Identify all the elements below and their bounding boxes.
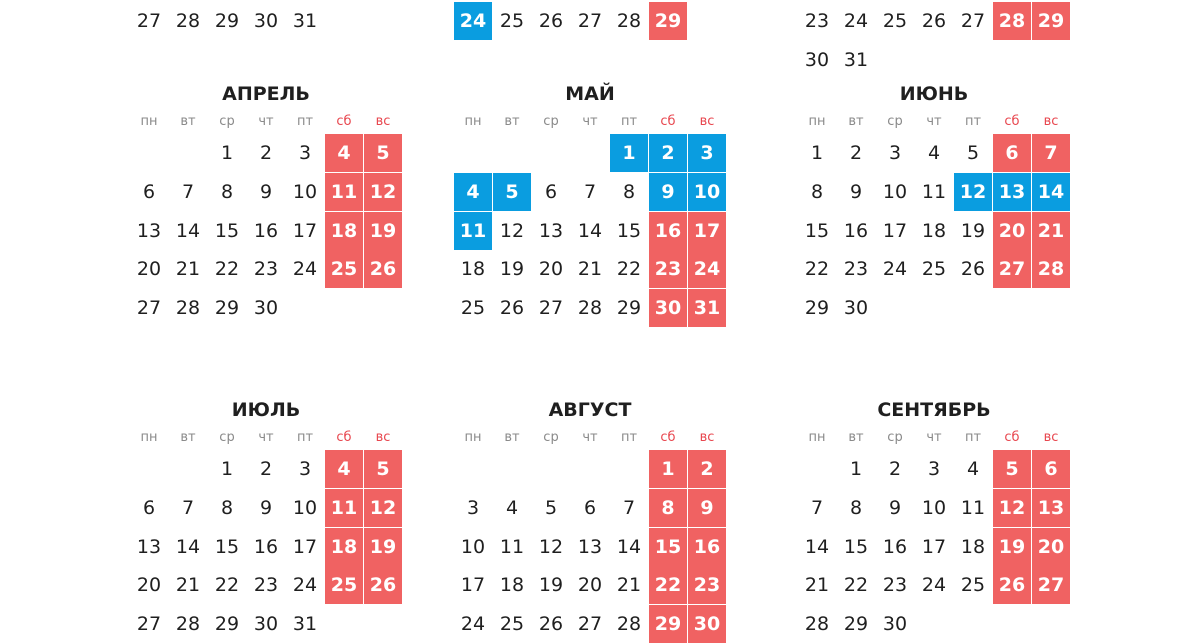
day-cell: 29 (649, 2, 687, 40)
day-cell: 21 (804, 574, 830, 597)
day-cell: 15 (804, 219, 830, 242)
day-cell: 17 (460, 574, 486, 597)
day-cell: 9 (849, 180, 863, 203)
day-cell: 27 (577, 10, 603, 32)
day-cell: 14 (804, 535, 830, 558)
month-title: СЕНТЯБРЬ (877, 399, 991, 421)
weekday-header: вс (699, 430, 715, 445)
day-cell: 2 (259, 458, 273, 480)
day-cell: 8 (810, 180, 824, 203)
day-cell: 1 (220, 458, 234, 480)
day-cell: 26 (499, 297, 525, 320)
day-cell: 4 (966, 458, 980, 480)
weekday-header: чт (258, 430, 274, 445)
day-cell: 18 (921, 219, 947, 242)
day-cell: 14 (1032, 173, 1070, 211)
day-cell: 24 (460, 613, 486, 636)
day-cell: 14 (175, 219, 201, 242)
day-cell: 28 (175, 297, 201, 320)
day-cell: 21 (616, 574, 642, 597)
day-cell: 29 (1032, 2, 1070, 40)
month-title: ИЮЛЬ (231, 399, 301, 421)
weekday-header: ср (887, 114, 903, 129)
day-cell: 29 (804, 297, 830, 320)
day-cell: 3 (466, 496, 480, 519)
day-cell: 10 (460, 535, 486, 558)
weekday-header: вт (180, 430, 196, 445)
day-cell: 5 (364, 134, 402, 172)
day-cell: 24 (292, 574, 318, 597)
day-cell: 9 (688, 489, 726, 527)
day-cell: 24 (843, 10, 869, 32)
weekday-header: пт (296, 114, 314, 129)
weekday-header: вт (504, 114, 520, 129)
day-cell: 3 (888, 142, 902, 164)
day-cell: 30 (688, 605, 726, 643)
weekday-header: пн (140, 430, 158, 445)
day-cell: 26 (960, 258, 986, 281)
day-cell: 17 (292, 535, 318, 558)
weekday-header: вт (504, 430, 520, 445)
day-cell: 17 (882, 219, 908, 242)
month-title: ИЮНЬ (899, 83, 969, 105)
day-cell: 22 (214, 258, 240, 281)
day-cell: 2 (259, 142, 273, 164)
weekday-header: сб (336, 430, 352, 445)
day-cell: 29 (843, 613, 869, 636)
weekday-header: ср (887, 430, 903, 445)
day-cell: 26 (364, 250, 402, 288)
day-cell: 1 (220, 142, 234, 164)
day-cell: 8 (849, 496, 863, 519)
day-cell: 5 (993, 450, 1031, 488)
day-cell: 16 (253, 535, 279, 558)
day-cell: 9 (259, 496, 273, 519)
day-cell: 18 (325, 528, 363, 566)
day-cell: 4 (325, 450, 363, 488)
day-cell: 24 (688, 250, 726, 288)
day-cell: 2 (688, 450, 726, 488)
day-cell: 14 (175, 535, 201, 558)
day-cell: 10 (292, 180, 318, 203)
day-cell: 8 (622, 180, 636, 203)
day-cell: 21 (175, 258, 201, 281)
day-cell: 28 (616, 10, 642, 32)
day-cell: 25 (921, 258, 947, 281)
day-cell: 31 (843, 48, 869, 71)
day-cell: 30 (253, 297, 279, 320)
day-cell: 28 (804, 613, 830, 636)
day-cell: 7 (810, 496, 824, 519)
day-cell: 7 (622, 496, 636, 519)
day-cell: 19 (993, 528, 1031, 566)
day-cell: 20 (136, 258, 162, 281)
day-cell: 20 (993, 212, 1031, 250)
day-cell: 1 (649, 450, 687, 488)
day-cell: 29 (616, 297, 642, 320)
day-cell: 6 (583, 496, 597, 519)
weekday-header: вс (375, 430, 391, 445)
day-cell: 30 (253, 10, 279, 32)
day-cell: 26 (364, 566, 402, 604)
day-cell: 15 (616, 219, 642, 242)
day-cell: 15 (843, 535, 869, 558)
weekday-header: пн (464, 430, 482, 445)
day-cell: 28 (1032, 250, 1070, 288)
day-cell: 2 (888, 458, 902, 480)
weekday-header: пн (808, 114, 826, 129)
day-cell: 13 (136, 219, 162, 242)
day-cell: 5 (966, 142, 980, 164)
day-cell: 6 (544, 180, 558, 203)
day-cell: 30 (882, 613, 908, 636)
day-cell: 3 (298, 142, 312, 164)
day-cell: 27 (136, 297, 162, 320)
weekday-header: пн (464, 114, 482, 129)
day-cell: 7 (1032, 134, 1070, 172)
day-cell: 6 (1032, 450, 1070, 488)
day-cell: 26 (538, 10, 564, 32)
day-cell: 16 (253, 219, 279, 242)
day-cell: 12 (954, 173, 992, 211)
weekday-header: пн (140, 114, 158, 129)
day-cell: 12 (499, 219, 525, 242)
day-cell: 30 (804, 48, 830, 71)
day-cell: 24 (882, 258, 908, 281)
weekday-header: пт (964, 430, 982, 445)
day-cell: 12 (993, 489, 1031, 527)
day-cell: 25 (882, 10, 908, 32)
day-cell: 11 (921, 180, 947, 203)
weekday-header: вс (1043, 430, 1059, 445)
weekday-header: сб (336, 114, 352, 129)
day-cell: 31 (688, 289, 726, 327)
day-cell: 19 (499, 258, 525, 281)
weekday-header: чт (582, 114, 598, 129)
month-title: АПРЕЛЬ (222, 83, 310, 105)
day-cell: 6 (142, 496, 156, 519)
day-cell: 31 (292, 10, 318, 32)
day-cell: 4 (454, 173, 492, 211)
weekday-header: вс (699, 114, 715, 129)
day-cell: 25 (325, 250, 363, 288)
weekday-header: ср (219, 430, 235, 445)
day-cell: 1 (810, 142, 824, 164)
day-cell: 10 (921, 496, 947, 519)
weekday-header: пт (296, 430, 314, 445)
day-cell: 9 (259, 180, 273, 203)
day-cell: 27 (136, 613, 162, 636)
day-cell: 16 (649, 212, 687, 250)
weekday-header: сб (1004, 114, 1020, 129)
weekday-header: ср (219, 114, 235, 129)
day-cell: 7 (583, 180, 597, 203)
day-cell: 5 (364, 450, 402, 488)
day-cell: 24 (292, 258, 318, 281)
day-cell: 10 (292, 496, 318, 519)
weekday-header: сб (1004, 430, 1020, 445)
weekday-header: чт (926, 430, 942, 445)
day-cell: 25 (960, 574, 986, 597)
day-cell: 22 (843, 574, 869, 597)
day-cell: 11 (454, 212, 492, 250)
weekday-header: вс (1043, 114, 1059, 129)
day-cell: 28 (616, 613, 642, 636)
day-cell: 25 (325, 566, 363, 604)
day-cell: 24 (921, 574, 947, 597)
day-cell: 4 (927, 142, 941, 164)
day-cell: 17 (292, 219, 318, 242)
day-cell: 29 (214, 10, 240, 32)
day-cell: 23 (882, 574, 908, 597)
day-cell: 28 (577, 297, 603, 320)
day-cell: 27 (577, 613, 603, 636)
day-cell: 30 (253, 613, 279, 636)
day-cell: 5 (544, 496, 558, 519)
day-cell: 22 (214, 574, 240, 597)
day-cell: 31 (292, 613, 318, 636)
day-cell: 2 (849, 142, 863, 164)
weekday-header: чт (582, 430, 598, 445)
day-cell: 23 (688, 566, 726, 604)
day-cell: 18 (499, 574, 525, 597)
day-cell: 6 (993, 134, 1031, 172)
day-cell: 19 (960, 219, 986, 242)
day-cell: 22 (649, 566, 687, 604)
day-cell: 24 (454, 2, 492, 40)
day-cell: 4 (505, 496, 519, 519)
day-cell: 23 (843, 258, 869, 281)
day-cell: 21 (1032, 212, 1070, 250)
day-cell: 20 (1032, 528, 1070, 566)
day-cell: 26 (993, 566, 1031, 604)
day-cell: 7 (181, 496, 195, 519)
day-cell: 25 (499, 613, 525, 636)
day-cell: 6 (142, 180, 156, 203)
day-cell: 9 (888, 496, 902, 519)
day-cell: 7 (181, 180, 195, 203)
day-cell: 8 (220, 496, 234, 519)
day-cell: 26 (538, 613, 564, 636)
day-cell: 27 (960, 10, 986, 32)
day-cell: 3 (688, 134, 726, 172)
day-cell: 23 (253, 574, 279, 597)
day-cell: 27 (136, 10, 162, 32)
day-cell: 22 (804, 258, 830, 281)
day-cell: 27 (1032, 566, 1070, 604)
day-cell: 13 (136, 535, 162, 558)
day-cell: 13 (1032, 489, 1070, 527)
day-cell: 17 (921, 535, 947, 558)
day-cell: 9 (649, 173, 687, 211)
weekday-header: пт (620, 430, 638, 445)
day-cell: 3 (927, 458, 941, 480)
day-cell: 13 (577, 535, 603, 558)
day-cell: 12 (364, 173, 402, 211)
day-cell: 20 (136, 574, 162, 597)
day-cell: 28 (993, 2, 1031, 40)
weekday-header: вт (848, 114, 864, 129)
day-cell: 27 (993, 250, 1031, 288)
day-cell: 14 (577, 219, 603, 242)
day-cell: 28 (175, 10, 201, 32)
weekday-header: вт (848, 430, 864, 445)
day-cell: 13 (538, 219, 564, 242)
day-cell: 11 (325, 489, 363, 527)
weekday-header: чт (926, 114, 942, 129)
day-cell: 25 (499, 10, 525, 32)
day-cell: 15 (649, 528, 687, 566)
weekday-header: вт (180, 114, 196, 129)
day-cell: 12 (364, 489, 402, 527)
weekday-header: ср (543, 430, 559, 445)
day-cell: 18 (960, 535, 986, 558)
day-cell: 16 (688, 528, 726, 566)
day-cell: 4 (325, 134, 363, 172)
day-cell: 5 (493, 173, 531, 211)
day-cell: 19 (364, 212, 402, 250)
day-cell: 30 (649, 289, 687, 327)
day-cell: 29 (214, 613, 240, 636)
day-cell: 15 (214, 535, 240, 558)
day-cell: 1 (849, 458, 863, 480)
weekday-header: вс (375, 114, 391, 129)
day-cell: 15 (214, 219, 240, 242)
day-cell: 2 (649, 134, 687, 172)
weekday-header: ср (543, 114, 559, 129)
day-cell: 18 (325, 212, 363, 250)
day-cell: 14 (616, 535, 642, 558)
day-cell: 29 (649, 605, 687, 643)
day-cell: 20 (577, 574, 603, 597)
weekday-header: сб (660, 114, 676, 129)
day-cell: 23 (253, 258, 279, 281)
day-cell: 21 (175, 574, 201, 597)
day-cell: 1 (610, 134, 648, 172)
day-cell: 18 (460, 258, 486, 281)
day-cell: 19 (364, 528, 402, 566)
day-cell: 8 (649, 489, 687, 527)
day-cell: 8 (220, 180, 234, 203)
day-cell: 23 (649, 250, 687, 288)
day-cell: 29 (214, 297, 240, 320)
day-cell: 17 (688, 212, 726, 250)
month-title: МАЙ (565, 83, 615, 105)
weekday-header: чт (258, 114, 274, 129)
day-cell: 26 (921, 10, 947, 32)
day-cell: 30 (843, 297, 869, 320)
weekday-header: сб (660, 430, 676, 445)
day-cell: 12 (538, 535, 564, 558)
day-cell: 3 (298, 458, 312, 480)
day-cell: 19 (538, 574, 564, 597)
month-title: АВГУСТ (548, 399, 632, 421)
day-cell: 11 (325, 173, 363, 211)
weekday-header: пт (964, 114, 982, 129)
day-cell: 11 (960, 496, 986, 519)
day-cell: 21 (577, 258, 603, 281)
day-cell: 16 (843, 219, 869, 242)
day-cell: 20 (538, 258, 564, 281)
day-cell: 13 (993, 173, 1031, 211)
day-cell: 11 (499, 535, 525, 558)
day-cell: 10 (882, 180, 908, 203)
day-cell: 27 (538, 297, 564, 320)
day-cell: 16 (882, 535, 908, 558)
day-cell: 28 (175, 613, 201, 636)
weekday-header: пт (620, 114, 638, 129)
day-cell: 10 (688, 173, 726, 211)
day-cell: 23 (804, 10, 830, 32)
day-cell: 22 (616, 258, 642, 281)
weekday-header: пн (808, 430, 826, 445)
day-cell: 25 (460, 297, 486, 320)
